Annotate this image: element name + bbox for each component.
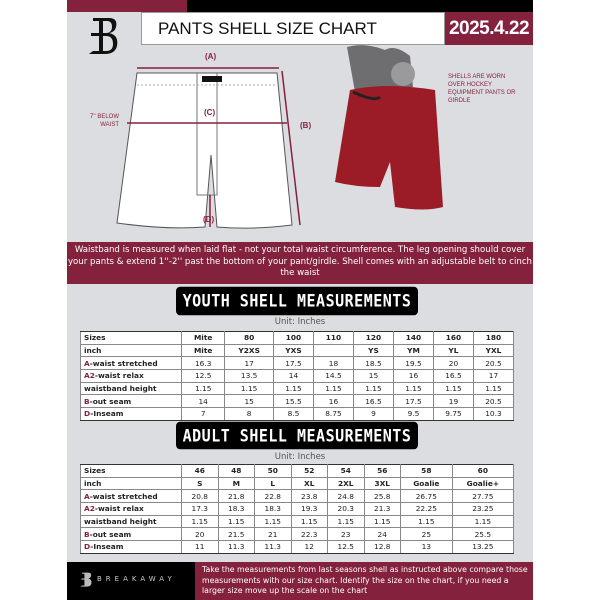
table-cell: 58 (401, 465, 453, 478)
table-cell: Goalie (401, 477, 453, 490)
table-cell: Goalie+ (452, 477, 513, 490)
table-cell: 20 (433, 357, 473, 370)
youth-unit-label: Unit: Inches (274, 317, 326, 327)
table-cell: 19 (433, 395, 473, 408)
table-cell: 25.8 (364, 490, 401, 503)
table-cell: 24 (364, 528, 401, 541)
table-cell: 1.15 (313, 382, 353, 395)
table-row (81, 528, 514, 541)
table-cell: YM (393, 344, 433, 357)
measure-key: A (84, 491, 90, 501)
row-label (81, 357, 182, 370)
page-title: PANTS SHELL SIZE CHART (141, 12, 445, 45)
table-cell: M (218, 477, 255, 490)
table-row (81, 490, 514, 503)
table-cell: 23 (328, 528, 365, 541)
table-cell: 180 (473, 332, 513, 345)
row-label (81, 344, 182, 357)
table-cell: 1.15 (473, 382, 513, 395)
table-cell: YL (433, 344, 473, 357)
table-cell: 18 (313, 357, 353, 370)
row-label-text: -waist stretched (89, 358, 158, 368)
table-cell: 15.5 (273, 395, 313, 408)
table-cell: 22.25 (401, 503, 453, 516)
table-cell: S (182, 477, 219, 490)
row-label (81, 541, 182, 554)
adult-section-title: ADULT SHELL MEASUREMENTS (176, 422, 418, 450)
row-label (81, 528, 182, 541)
measure-key: B (84, 396, 90, 406)
table-cell: 13.25 (452, 541, 513, 554)
row-label-text: Sizes (84, 466, 106, 476)
table-cell: 1.15 (182, 382, 225, 395)
table-cell: 1.15 (452, 515, 513, 528)
table-cell: 22.8 (255, 490, 292, 503)
table-cell: 16.3 (182, 357, 225, 370)
table-cell: 14 (182, 395, 225, 408)
youth-section-title: YOUTH SHELL MEASUREMENTS (176, 287, 418, 316)
table-cell: 1.15 (364, 515, 401, 528)
table-cell: 2XL (328, 477, 365, 490)
table-cell: 8 (225, 408, 274, 421)
table-cell: 1.15 (328, 515, 365, 528)
table-cell: 1.15 (182, 515, 219, 528)
adult-size-table (80, 464, 514, 554)
table-cell: 12 (291, 541, 328, 554)
table-cell: 110 (313, 332, 353, 345)
row-label-text: Sizes (84, 333, 106, 343)
top-accent-bar (67, 0, 187, 12)
table-cell: 17 (473, 370, 513, 383)
measure-key: A2 (84, 371, 95, 381)
row-label-text: -out seam (89, 529, 132, 539)
table-cell: 23.8 (291, 490, 328, 503)
table-cell: 54 (328, 465, 365, 478)
table-cell: 1.15 (255, 515, 292, 528)
table-cell: 15 (353, 370, 393, 383)
table-cell: 25 (401, 528, 453, 541)
chart-date: 2025.4.22 (445, 12, 533, 45)
pants-photo (335, 42, 450, 232)
pants-diagram (107, 55, 317, 235)
size-chart-poster (67, 0, 533, 600)
table-cell: 56 (364, 465, 401, 478)
row-label-text: inch (84, 479, 102, 489)
measure-key: D (84, 542, 91, 552)
table-cell: 1.15 (353, 382, 393, 395)
row-label-text: -Inseam (90, 409, 124, 419)
table-cell: 46 (182, 465, 219, 478)
table-cell: 8.75 (313, 408, 353, 421)
row-label (81, 515, 182, 528)
table-cell: 19.5 (393, 357, 433, 370)
table-cell: 140 (393, 332, 433, 345)
table-cell: 21.5 (218, 528, 255, 541)
table-cell: 26.75 (401, 490, 453, 503)
label-c: (C) (204, 108, 216, 117)
table-row (81, 503, 514, 516)
table-cell: 27.75 (452, 490, 513, 503)
table-cell: 52 (291, 465, 328, 478)
table-cell: 48 (218, 465, 255, 478)
table-cell: 24.8 (328, 490, 365, 503)
row-label-text: -waist relax (94, 504, 144, 514)
table-cell: 16 (393, 370, 433, 383)
row-label-text: -out seam (89, 396, 132, 406)
table-cell: Y2XS (225, 344, 274, 357)
table-cell: 11.3 (218, 541, 255, 554)
table-cell: 14.5 (313, 370, 353, 383)
table-cell: 20.3 (328, 503, 365, 516)
label-a: (A) (205, 52, 217, 61)
table-cell: 23.25 (452, 503, 513, 516)
row-label-text: -Inseam (90, 542, 124, 552)
table-cell: YXS (273, 344, 313, 357)
table-cell: 16.5 (433, 370, 473, 383)
table-row (81, 395, 514, 408)
table-cell: Mite (182, 344, 225, 357)
table-cell: 20.5 (473, 395, 513, 408)
footer-brand-name: BREAKAWAY (97, 575, 176, 583)
table-cell: L (255, 477, 292, 490)
footer-logo (79, 570, 93, 590)
table-cell: 16.5 (353, 395, 393, 408)
row-label-text: -waist relax (94, 371, 144, 381)
row-label (81, 465, 182, 478)
table-cell: 1.15 (401, 515, 453, 528)
table-cell: 9.75 (433, 408, 473, 421)
table-cell: 20 (182, 528, 219, 541)
brand-logo (85, 14, 121, 60)
table-cell: 10.3 (473, 408, 513, 421)
table-cell: XL (291, 477, 328, 490)
table-cell: 1.15 (273, 382, 313, 395)
table-cell: 9.5 (393, 408, 433, 421)
youth-size-table (80, 331, 514, 421)
row-label-text: waistband height (84, 384, 157, 394)
table-cell: 16 (313, 395, 353, 408)
footer-instructions: Take the measurements from last seasons shell as instructed above compare those measurements with our size chart. Identify the size on the chart, if you need a larger size move up the scale on the chart (195, 562, 533, 600)
table-row (81, 382, 514, 395)
table-cell: 13 (401, 541, 453, 554)
table-cell: 22.3 (291, 528, 328, 541)
row-label (81, 490, 182, 503)
row-label (81, 332, 182, 345)
table-cell: 100 (273, 332, 313, 345)
table-cell: 21.8 (218, 490, 255, 503)
table-cell: 17.5 (393, 395, 433, 408)
table-row (81, 515, 514, 528)
table-cell: 8.5 (273, 408, 313, 421)
row-label (81, 370, 182, 383)
table-cell: 3XL (364, 477, 401, 490)
table-row (81, 465, 514, 478)
below-waist-note: 7'' BELOW WAIST (90, 114, 119, 128)
table-cell: 18.5 (353, 357, 393, 370)
table-cell: 18.3 (255, 503, 292, 516)
row-label-text: waistband height (84, 517, 157, 527)
table-cell: 15 (225, 395, 274, 408)
table-cell: 20.5 (473, 357, 513, 370)
table-cell: 9 (353, 408, 393, 421)
table-cell: 1.15 (218, 515, 255, 528)
table-cell: 160 (433, 332, 473, 345)
table-cell: 17 (225, 357, 274, 370)
table-cell: 25.5 (452, 528, 513, 541)
table-cell: 60 (452, 465, 513, 478)
row-label (81, 395, 182, 408)
table-cell: 21 (255, 528, 292, 541)
table-cell: YS (353, 344, 393, 357)
table-row (81, 541, 514, 554)
table-cell: 120 (353, 332, 393, 345)
measure-key: A2 (84, 504, 95, 514)
table-cell: 20.8 (182, 490, 219, 503)
table-row (81, 408, 514, 421)
row-label (81, 477, 182, 490)
row-label (81, 408, 182, 421)
table-cell: 50 (255, 465, 292, 478)
measure-key: A (84, 358, 90, 368)
table-cell: YXL (473, 344, 513, 357)
table-cell: 1.15 (225, 382, 274, 395)
table-cell: 80 (225, 332, 274, 345)
label-d: (D) (203, 215, 215, 224)
table-cell: 13.5 (225, 370, 274, 383)
table-row (81, 357, 514, 370)
worn-over-note: SHELLS ARE WORN OVER HOCKEY EQUIPMENT PANTS OR GIRDLE (448, 74, 516, 104)
table-cell: 12.5 (328, 541, 365, 554)
measure-key: D (84, 409, 91, 419)
table-cell: 12.5 (182, 370, 225, 383)
table-cell: 12.8 (364, 541, 401, 554)
row-label (81, 503, 182, 516)
table-cell: 1.15 (393, 382, 433, 395)
table-cell: 7 (182, 408, 225, 421)
table-cell: Mite (182, 332, 225, 345)
table-row (81, 370, 514, 383)
table-row (81, 344, 514, 357)
top-black-bar (187, 0, 533, 12)
measurement-info-band: Waistband is measured when laid flat - not your total waist circumference. The leg opening should cover your pants & extend 1''-2'' past the bottom of your pant/girdle. Shell comes with an adjustable belt to cinch the waist (67, 242, 533, 284)
row-label (81, 382, 182, 395)
table-cell: 1.15 (291, 515, 328, 528)
table-row (81, 477, 514, 490)
table-cell: 17.5 (273, 357, 313, 370)
table-cell: 11 (182, 541, 219, 554)
table-row (81, 332, 514, 345)
table-cell: 1.15 (433, 382, 473, 395)
measure-key: B (84, 529, 90, 539)
table-cell: 17.3 (182, 503, 219, 516)
table-cell: 14 (273, 370, 313, 383)
row-label-text: inch (84, 346, 102, 356)
table-cell: 18.3 (218, 503, 255, 516)
adult-unit-label: Unit: Inches (274, 452, 326, 462)
table-cell: 19.3 (291, 503, 328, 516)
table-cell (313, 344, 353, 357)
table-cell: 21.3 (364, 503, 401, 516)
label-b: (B) (300, 121, 312, 130)
row-label-text: -waist stretched (89, 491, 158, 501)
table-cell: 11.3 (255, 541, 292, 554)
